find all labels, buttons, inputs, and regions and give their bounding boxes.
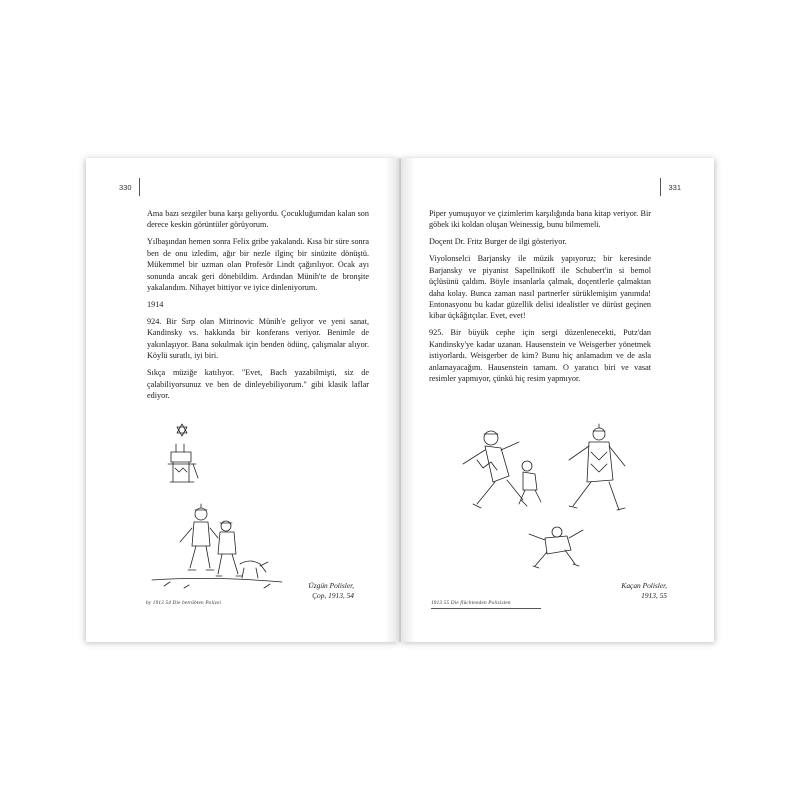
caption-title: Üzgün Polisler, <box>308 581 354 590</box>
paragraph: Ama bazı sezgiler buna karşı geliyordu. Çocukluğumdan kalan son derece keskin görüntüler görüyorum. <box>147 209 369 230</box>
paragraph: Viyolonselci Barjansky ile müzik yapıyoruz; bir keresinde Barjansky ve piyanist Sapellnikoff ile Schubert'in si bemol üçlüsünü çaldım. Böyle insanlarla çalmak, doçentlerle çalmaktan daha kolay. Bunca zaman nasıl partnerler sürüklemişim yanımda! Entonasyonu bu kadar güzellik delisi idealistler ve dürüst geçinen kibar üçkâğıtçılar. Evet, evet! <box>429 254 651 321</box>
signature-underline <box>431 608 541 609</box>
book-spread <box>86 158 716 642</box>
left-page <box>86 158 399 642</box>
paragraph: Doçent Dr. Fritz Burger de ilgi gösteriyor. <box>429 237 567 247</box>
gutter-shadow <box>385 158 399 642</box>
sketch-star-piano <box>162 420 222 500</box>
page-number: 331 <box>668 183 681 192</box>
caption-title: Kaçan Polisler, <box>621 581 667 590</box>
gutter-shadow <box>401 158 415 642</box>
artist-signature: by 1913 54 Die betrübten Polizei <box>146 600 222 606</box>
paragraph: Piper yumuşuyor ve çizimlerim karşılığında bana kitap veriyor. Bir göbek iki koldan oluşan Weinessig, bunu bilmemeli. <box>429 209 651 230</box>
illustration-caption <box>284 581 354 600</box>
paragraph: Sıkça müziğe katılıyor. "Evet, Bach yazabilmişti, siz de çalabiliyorsunuz ve ben de dinleyebiliyorum." gibi klasik laflar ediyor. <box>147 368 369 401</box>
sketch-sad-policemen <box>144 498 294 598</box>
caption-detail: Çop, 1913, 54 <box>312 590 354 600</box>
page-number: 330 <box>119 183 132 192</box>
right-page <box>401 158 714 642</box>
page-number-rule <box>139 178 140 196</box>
caption-detail: 1913, 55 <box>641 590 667 600</box>
paragraph: 1914 <box>147 300 164 310</box>
page-number-rule <box>660 178 661 196</box>
sketch-fleeing-policemen <box>449 420 659 580</box>
paragraph: 925. Bir büyük cephe için sergi düzenlenecekti, Putz'dan Kandinsky'ye kadar uzanan. Hausenstein ve Weisgerber yönetmek istiyorlardı. Weisgerber de kim? Bunu hiç anlamadım ve de asla anlamayacağım. Hausenstein tamam. O yaratıcı biri ve vasat resimler yapmıyor, çünkü hiç resim yapmıyor. <box>429 328 651 384</box>
body-text <box>429 208 651 390</box>
paragraph: Yılbaşından hemen sonra Felix gribe yakalandı. Kısa bir süre sonra ben de onu izledim, ağır bir nezle ilginç bir sinüzite dönüştü. Mükemmel bir uzman olan Profesör Lindt çağırılıyor. Ocak ayı sonunda ancak geri dönebildim. Ardından Münih'te de bronşite yakalandım. Nihayet bittiyor ve iyice dinleniyorum. <box>147 237 369 293</box>
artist-signature: 1913 55 Die flüchtenden Polizisten <box>431 600 511 606</box>
body-text <box>147 208 369 407</box>
illustration-caption <box>573 581 667 600</box>
paragraph: 924. Bir Sırp olan Mitrinovic Münih'e geliyor ve yeni sanat, Kandinsky vs. hakkında bir konferans veriyor. Benimle de yakınlaşıyor. Bana sokulmak için benden ödünç, çalışmalar alıyor. Köylü suratlı, iyi biri. <box>147 317 369 361</box>
